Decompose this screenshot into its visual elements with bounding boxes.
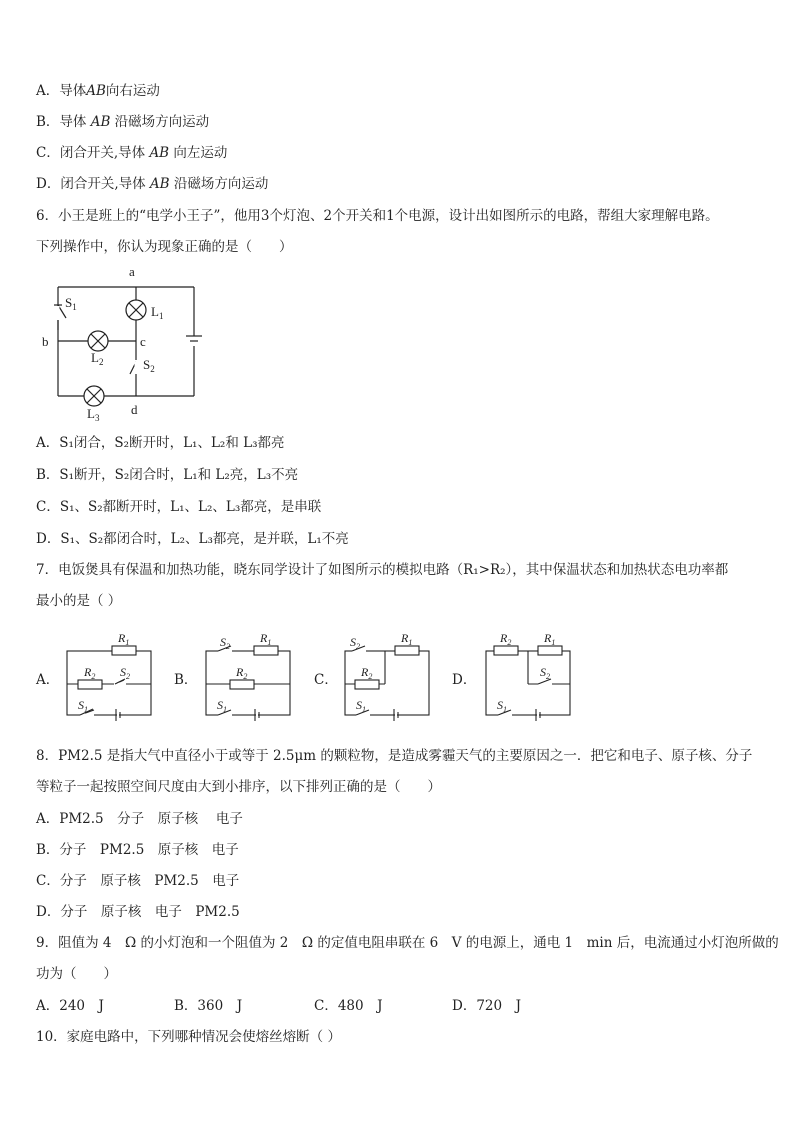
q7-label-c: C． bbox=[314, 672, 338, 688]
svg-text:S2: $S_2$ bbox=[540, 665, 550, 681]
svg-text:R1: $R_1$ bbox=[401, 631, 413, 647]
label-s2: $S_2$ bbox=[143, 357, 155, 374]
svg-text:S2: $S_2$ bbox=[350, 635, 360, 651]
q5-option-c: C．闭合开关,导体 AB 向左运动 bbox=[36, 145, 228, 161]
label-l3: $L_3$ bbox=[87, 406, 100, 423]
q8-option-a: A．PM2.5 分子 原子核 电子 bbox=[36, 811, 243, 827]
svg-text:R1: $R_1$ bbox=[118, 631, 130, 647]
svg-text:R2: $R_2$ bbox=[236, 665, 248, 681]
q6-option-b: B．S₁断开，S₂闭合时，L₁和 L₂亮，L₃不亮 bbox=[36, 467, 299, 483]
q6-stem-line1: 6．小王是班上的“电学小王子”，他用3个灯泡、2个开关和1个电源，设计出如图所示的电路，帮组大家理解电路。 bbox=[36, 208, 719, 224]
svg-text:R1: $R_1$ bbox=[260, 631, 272, 647]
q8-option-b: B．分子 PM2.5 原子核 电子 bbox=[36, 842, 239, 858]
q7-label-a: A． bbox=[36, 672, 60, 688]
label-l2: $L_2$ bbox=[91, 350, 104, 367]
q6-option-a: A．S₁闭合，S₂断开时，L₁、L₂和 L₃都亮 bbox=[36, 435, 285, 451]
q7-stem-line2: 最小的是（ ） bbox=[36, 593, 122, 609]
q6-option-d: D．S₁、S₂都闭合时，L₂、L₃都亮，是并联，L₁不亮 bbox=[36, 531, 349, 547]
q10-stem: 10．家庭电路中，下列哪种情况会使熔丝熔断（ ） bbox=[36, 1029, 341, 1045]
q7-stem-line1: 7．电饭煲具有保温和加热功能，晓东同学设计了如图所示的模拟电路（R₁>R₂），其中保温状态和加热状态电功率都 bbox=[36, 562, 729, 578]
svg-text:R1: $R_1$ bbox=[544, 631, 556, 647]
q9-option-b: B．360 J bbox=[174, 998, 243, 1014]
q8-option-c: C．分子 原子核 PM2.5 电子 bbox=[36, 873, 240, 889]
label-a: a bbox=[129, 264, 135, 279]
svg-text:S2: $S_2$ bbox=[220, 635, 230, 651]
label-s1: $S_1$ bbox=[65, 295, 77, 312]
label-d: d bbox=[131, 402, 138, 417]
q8-stem-line1: 8．PM2.5 是指大气中直径小于或等于 2.5μm 的颗粒物，是造成雾霾天气的主要原因之一．把它和电子、原子核、分子 bbox=[36, 748, 753, 764]
q7-label-b: B． bbox=[174, 672, 198, 688]
svg-text:R2: $R_2$ bbox=[84, 665, 96, 681]
q5-option-b: B．导体 AB 沿磁场方向运动 bbox=[36, 114, 210, 130]
q8-option-d: D．分子 原子核 电子 PM2.5 bbox=[36, 904, 240, 920]
q5-option-d: D．闭合开关,导体 AB 沿磁场方向运动 bbox=[36, 176, 269, 192]
label-b: b bbox=[42, 334, 49, 349]
label-l1: $L_1$ bbox=[151, 304, 164, 321]
svg-text:R2: $R_2$ bbox=[361, 665, 373, 681]
q9-option-c: C．480 J bbox=[314, 998, 383, 1014]
q6-option-c: C．S₁、S₂都断开时，L₁、L₂、L₃都亮，是串联 bbox=[36, 499, 322, 515]
svg-text:S1: $S_1$ bbox=[78, 698, 88, 714]
svg-text:S1: $S_1$ bbox=[497, 698, 507, 714]
q9-option-a: A．240 J bbox=[36, 998, 104, 1014]
q8-stem-line2: 等粒子一起按照空间尺度由大到小排序，以下排列正确的是（ ） bbox=[36, 779, 441, 795]
q6-stem-line2: 下列操作中，你认为现象正确的是（ ） bbox=[36, 239, 293, 255]
q7-label-d: D． bbox=[452, 672, 477, 688]
q9-stem-line1: 9．阻值为 4 Ω 的小灯泡和一个阻值为 2 Ω 的定值电阻串联在 6 V 的电源上，通电 1 min 后，电流通过小灯泡所做的 bbox=[36, 935, 779, 951]
svg-text:S1: $S_1$ bbox=[217, 698, 227, 714]
svg-text:S2: $S_2$ bbox=[120, 665, 130, 681]
q9-stem-line2: 功为（ ） bbox=[36, 966, 117, 982]
label-c: c bbox=[140, 334, 146, 349]
svg-text:R2: $R_2$ bbox=[500, 631, 512, 647]
q9-option-d: D．720 J bbox=[452, 998, 522, 1014]
svg-text:S1: $S_1$ bbox=[356, 698, 366, 714]
q5-option-a: A．导体AB向右运动 bbox=[36, 83, 160, 99]
